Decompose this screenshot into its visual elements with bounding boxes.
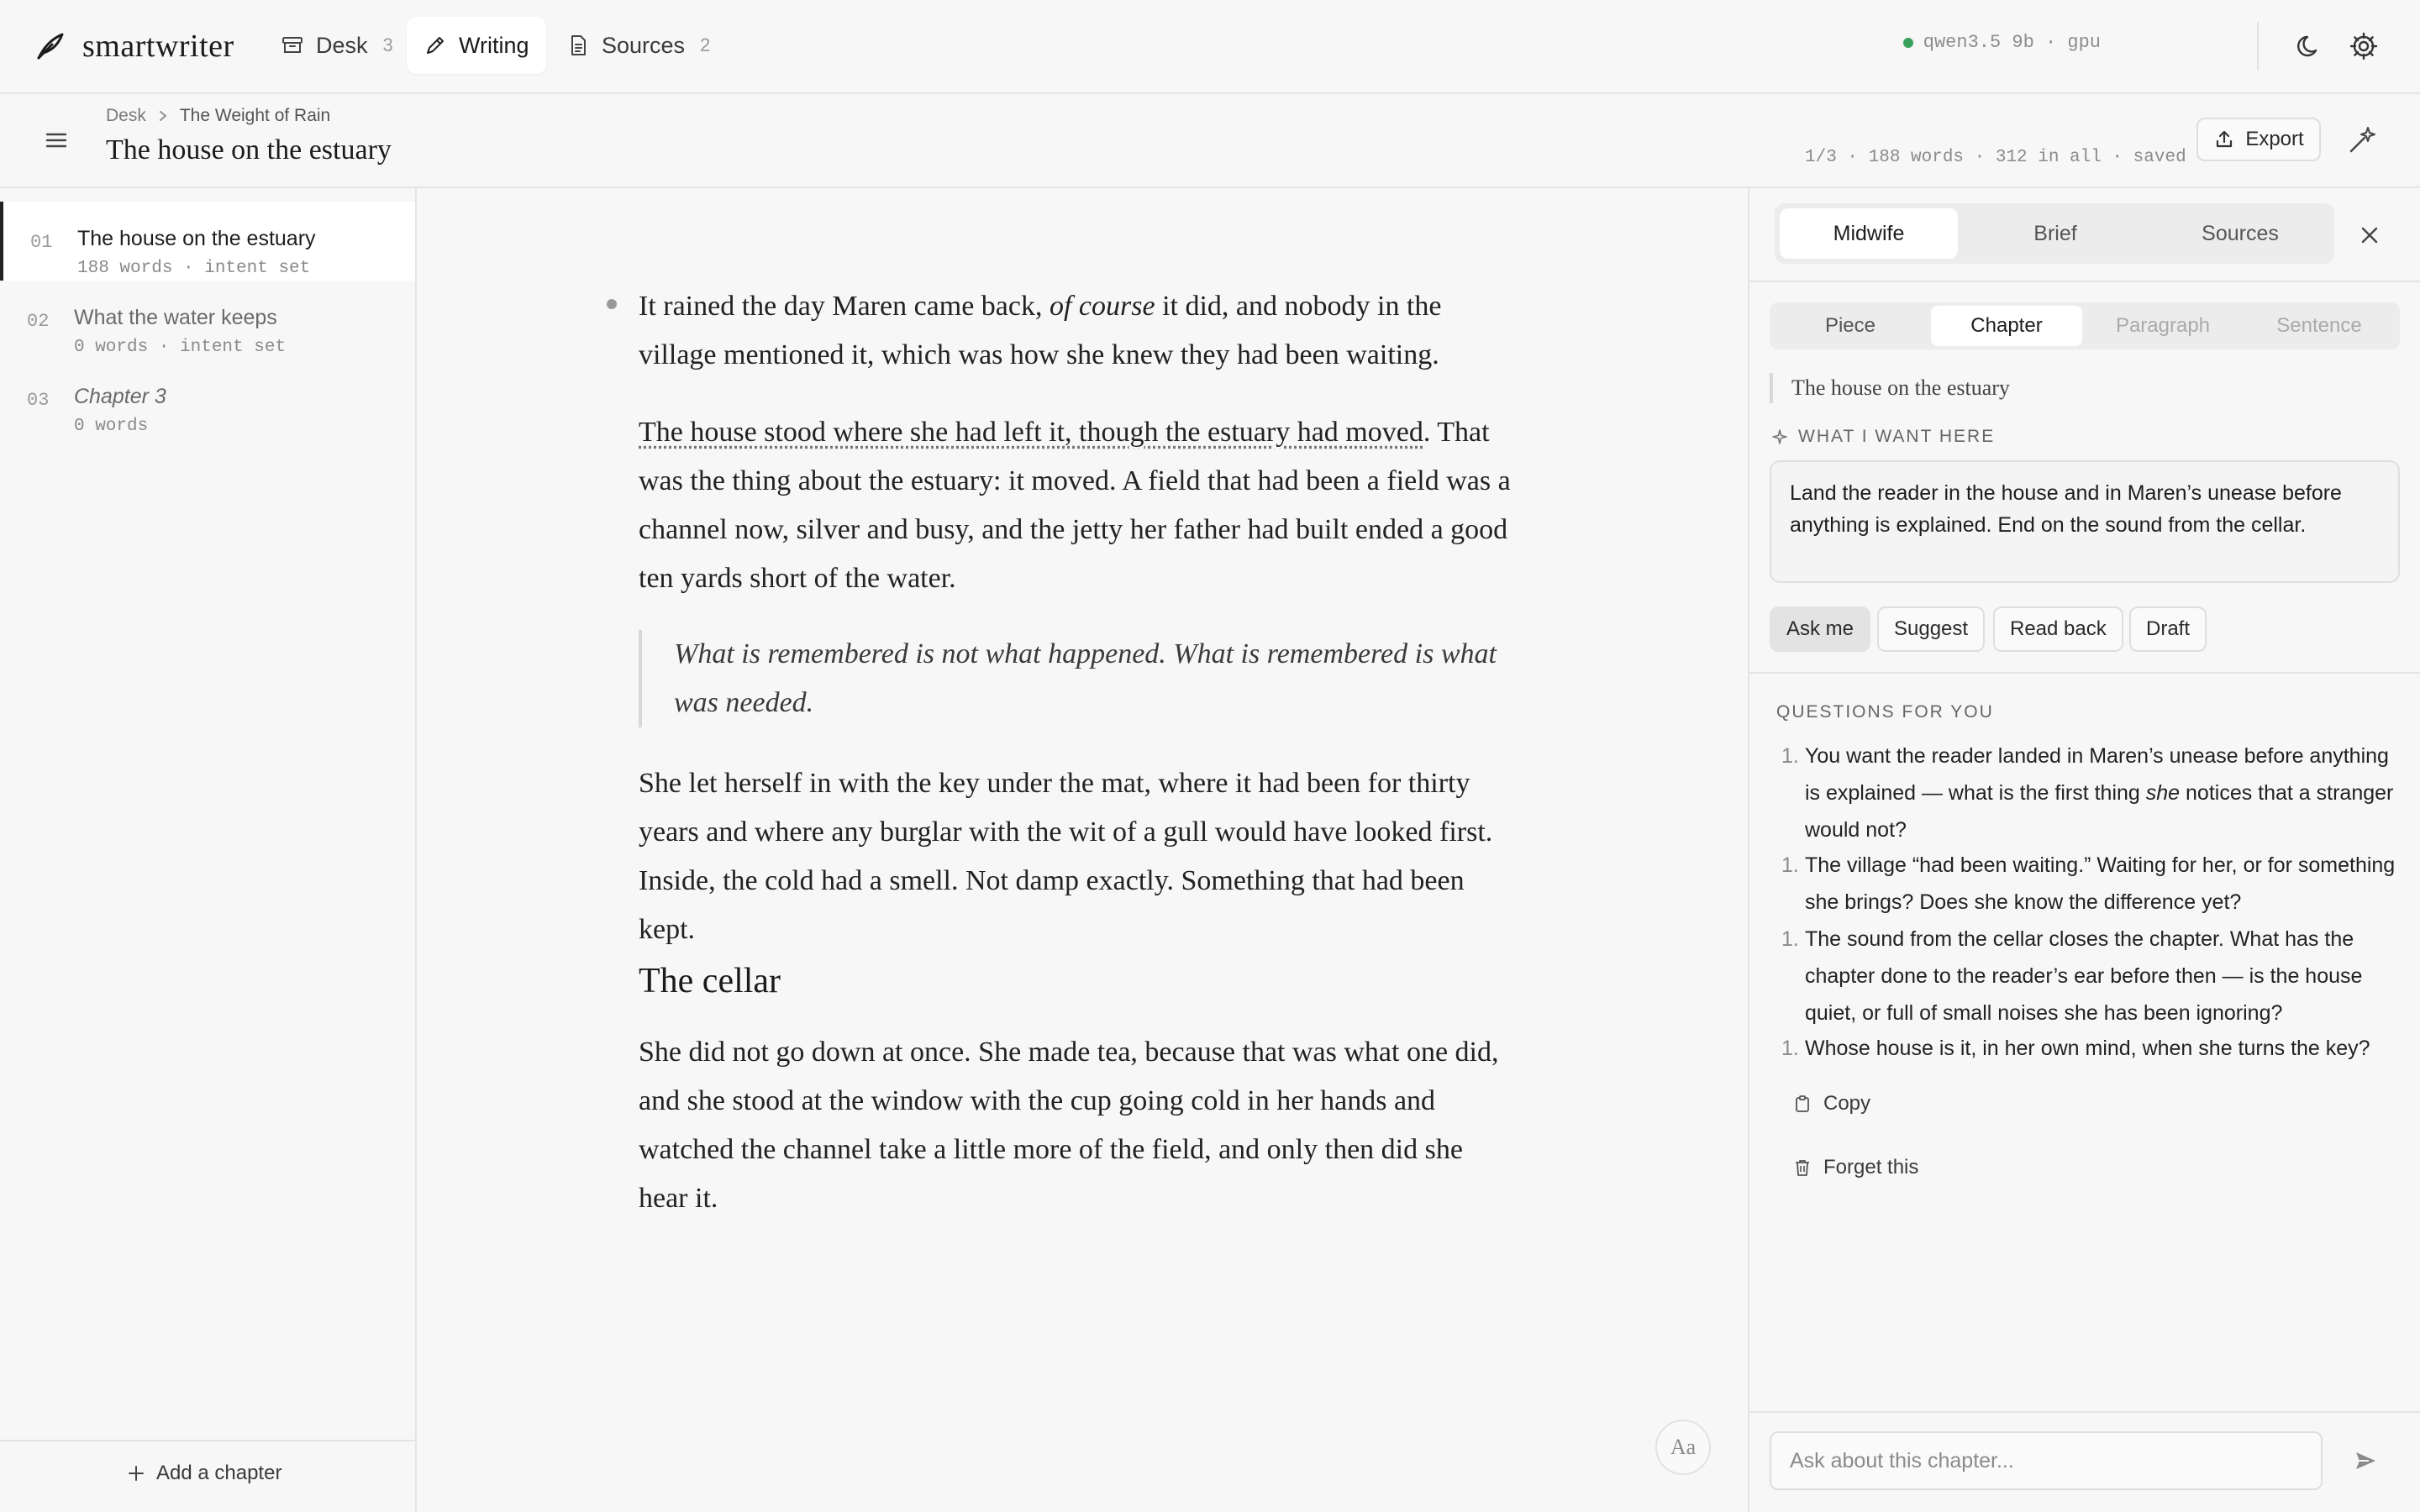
divider — [0, 1440, 415, 1441]
plus-icon — [126, 1463, 146, 1483]
add-chapter-label: Add a chapter — [156, 1462, 282, 1484]
intent-label-text: WHAT I WANT HERE — [1798, 427, 1996, 446]
nav-tab-label: Sources — [602, 32, 686, 58]
nav-tab-count: 3 — [382, 34, 393, 55]
flagged-text[interactable]: The house stood where she had left it, though the estuary had moved — [639, 417, 1423, 448]
forget-label: Forget this — [1823, 1156, 1919, 1179]
question-number: 1. — [1781, 853, 1799, 877]
divider — [1749, 672, 2420, 674]
chapter-number: 02 — [27, 311, 50, 332]
sparkle-icon — [1771, 428, 1788, 445]
chapter-number: 03 — [27, 390, 50, 411]
question-text: The village “had been waiting.” Waiting for her, or for something she brings? Does she know the difference yet? — [1805, 853, 2396, 914]
section-heading[interactable]: The cellar — [639, 962, 781, 1000]
menu-hamburger-icon[interactable] — [44, 128, 69, 153]
nav-tab-count: 2 — [700, 34, 711, 55]
scope-piece[interactable]: Piece — [1824, 314, 1876, 337]
chapter-meta: 0 words · intent set — [74, 338, 287, 357]
chevron-right-icon — [156, 109, 170, 123]
chapter-title: Chapter 3 — [74, 385, 166, 408]
intent-textarea[interactable]: Land the reader in the house and in Maren’s unease before anything is explained. End on the sound from the cellar. — [1770, 460, 2400, 583]
question-text: notices that a stranger would not? — [1805, 781, 2394, 842]
divider — [1749, 1411, 2420, 1413]
paragraph-text: It rained the day Maren came back, — [639, 291, 1050, 322]
tab-sources[interactable]: Sources — [2202, 221, 2279, 245]
forget-button[interactable] — [1793, 1156, 1918, 1179]
question-number: 1. — [1781, 744, 1799, 768]
nav-tab-writing[interactable] — [407, 17, 546, 74]
divider — [1749, 281, 2420, 282]
nav-tab-label: Writing — [459, 32, 529, 58]
chapter-title: The house on the estuary — [77, 227, 316, 250]
document-stats: 1/3 · 188 words · 312 in all · saved — [1805, 148, 2186, 167]
question-item — [1776, 1030, 2398, 1067]
chapter-item[interactable] — [0, 360, 415, 438]
send-button[interactable] — [2338, 1433, 2393, 1488]
export-button[interactable] — [2196, 118, 2321, 161]
editor-paragraph[interactable] — [639, 408, 1512, 603]
nav-tab-sources[interactable] — [550, 17, 727, 74]
chapter-number: 01 — [30, 232, 53, 253]
tab-midwife[interactable]: Midwife — [1780, 208, 1958, 259]
paragraph-text: . That was the thing about the estuary: it moved. A field that had been a field was a channel now, silver and busy, and the jetty her father had built ended a good ten yards short of the water. — [639, 417, 1511, 594]
dark-mode-moon-icon[interactable] — [2294, 30, 2326, 62]
status-dot-icon — [1903, 38, 1913, 48]
copy-label: Copy — [1823, 1092, 1871, 1115]
divider — [2257, 22, 2259, 71]
suggest-button[interactable]: Suggest — [1877, 606, 1985, 652]
question-text: Whose house is it, in her own mind, when she turns the key? — [1805, 1037, 2370, 1060]
model-status — [1903, 32, 2101, 53]
upload-icon — [2213, 129, 2235, 150]
emphasis-text: of course — [1049, 291, 1155, 322]
chapter-title: What the water keeps — [74, 306, 277, 329]
export-label: Export — [2245, 128, 2304, 150]
read-back-button[interactable]: Read back — [1993, 606, 2123, 652]
nav-tab-desk[interactable] — [264, 17, 410, 74]
question-emphasis: she — [2145, 781, 2181, 805]
chapter-meta: 0 words — [74, 417, 149, 436]
breadcrumb — [106, 106, 330, 126]
app-name: smartwriter — [82, 29, 234, 64]
quill-logo-icon — [34, 29, 67, 63]
add-chapter-button[interactable] — [126, 1462, 281, 1485]
nav-tab-label: Desk — [316, 32, 368, 58]
paragraph-text: it did, and nobody in the village mentioned it, which was how she knew they had been waiting. — [639, 291, 1442, 370]
ask-chapter-input[interactable] — [1770, 1431, 2323, 1490]
chapter-item[interactable] — [0, 281, 415, 360]
archive-icon — [281, 34, 304, 57]
model-status-text: qwen3.5 9b · gpu — [1923, 32, 2101, 53]
editor-paragraph[interactable] — [639, 282, 1512, 380]
question-item — [1776, 847, 2398, 921]
question-number: 1. — [1781, 1037, 1799, 1060]
question-item — [1776, 738, 2398, 848]
breadcrumb-root[interactable]: Desk — [106, 106, 146, 125]
chapter-item[interactable] — [0, 202, 415, 281]
question-item — [1776, 921, 2398, 1032]
app-brand[interactable] — [34, 24, 234, 69]
trash-icon — [1793, 1158, 1812, 1177]
draft-button[interactable]: Draft — [2129, 606, 2207, 652]
scope-chapter[interactable]: Chapter — [1931, 306, 2082, 346]
scope-title: The house on the estuary — [1770, 373, 2010, 403]
ai-sparkle-icon[interactable] — [2348, 124, 2378, 155]
editor-paragraph[interactable]: She did not go down at once. She made tea, because that was what one did, and she stood at the window with the cup going cold in her hands and watched the channel take a little more of the field, and only then did she hear it. — [639, 1037, 1499, 1214]
editor-paragraph[interactable]: She let herself in with the key under the mat, where it had been for thirty years and where any burglar with the wit of a gull would have looked first. Inside, the cold had a smell. Not damp exactly. Something that had been kept. — [639, 768, 1493, 945]
block-quote[interactable]: What is remembered is not what happened. What is remembered is what was needed. — [639, 630, 1512, 727]
tab-brief[interactable]: Brief — [2033, 221, 2077, 245]
chapter-meta: 188 words · intent set — [77, 259, 311, 278]
copy-button[interactable] — [1793, 1092, 1870, 1116]
question-number: 1. — [1781, 927, 1799, 951]
typography-button[interactable]: Aa — [1655, 1420, 1711, 1475]
question-text: The sound from the cellar closes the chapter. What has the chapter done to the reader’s ear before then — is the house quiet, or full of small noises she has been ignoring? — [1805, 927, 2363, 1025]
ask-me-button[interactable]: Ask me — [1770, 606, 1870, 652]
breadcrumb-current[interactable]: The Weight of Rain — [179, 106, 331, 125]
page-title: The house on the estuary — [106, 134, 392, 165]
pen-icon — [424, 34, 447, 57]
close-icon[interactable] — [2354, 220, 2385, 250]
document-icon — [566, 34, 590, 57]
scope-paragraph[interactable]: Paragraph — [2115, 314, 2211, 337]
scope-sentence[interactable]: Sentence — [2276, 314, 2362, 337]
clipboard-icon — [1793, 1095, 1812, 1113]
question-text: You want the reader landed in Maren’s unease before anything is explained — what is the first thing — [1805, 744, 2389, 805]
settings-gear-icon[interactable] — [2348, 30, 2380, 62]
send-arrow-icon — [2352, 1447, 2379, 1474]
paragraph-marker — [607, 299, 617, 309]
questions-label: QUESTIONS FOR YOU — [1776, 702, 1994, 722]
intent-label — [1771, 427, 1995, 447]
